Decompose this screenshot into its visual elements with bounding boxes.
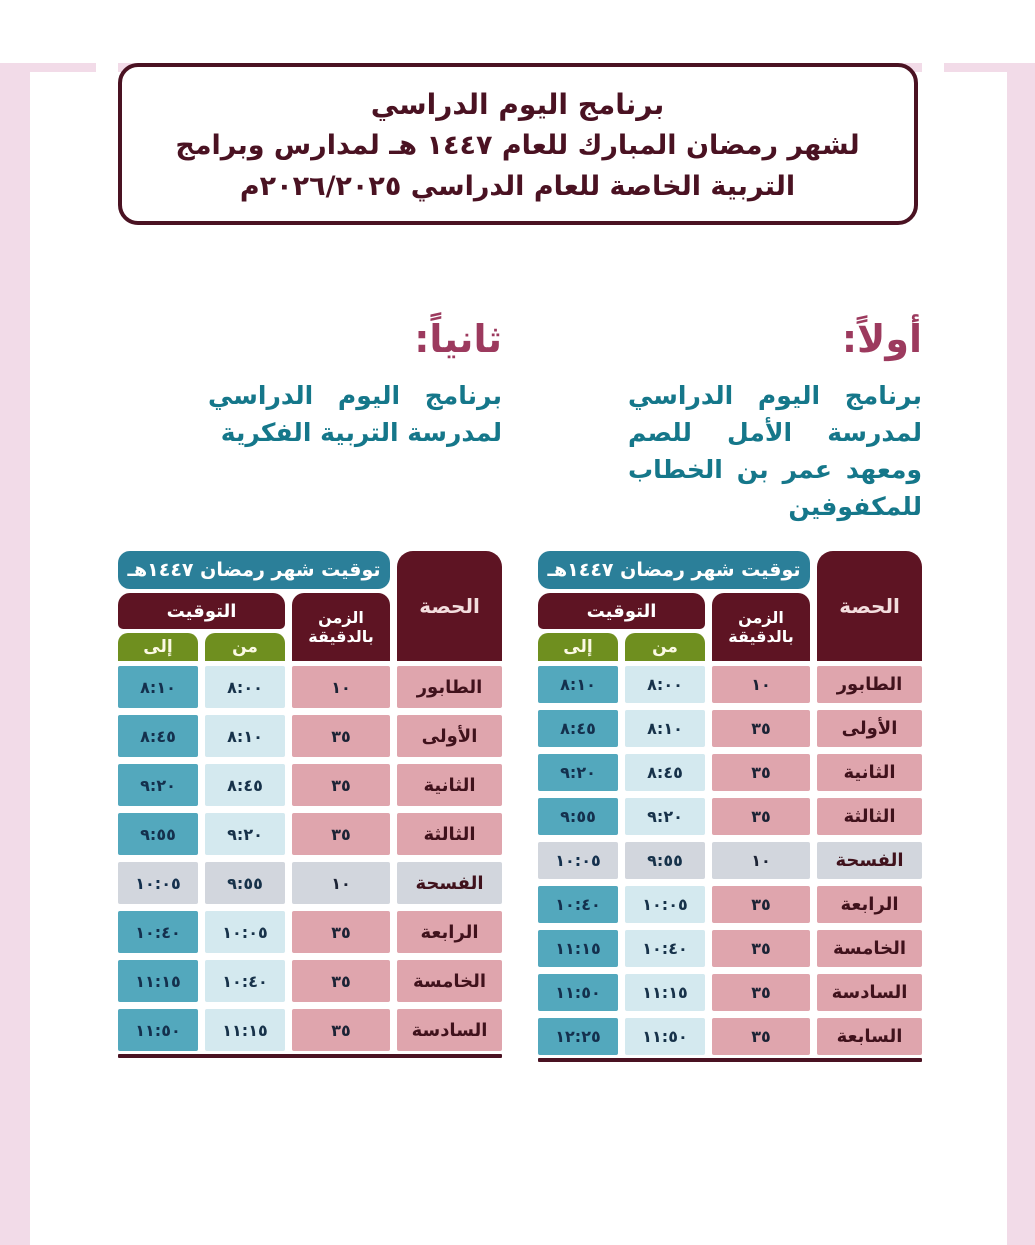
table-header bbox=[538, 551, 922, 661]
duration-line-1: الزمن bbox=[318, 608, 364, 627]
timing-header-cell: التوقيت bbox=[538, 593, 705, 629]
from-cell: ١١:٥٠ bbox=[625, 1018, 705, 1055]
table-body bbox=[118, 666, 502, 1051]
to-cell: ١٠:٠٥ bbox=[538, 842, 618, 879]
to-cell: ١٠:٤٠ bbox=[538, 886, 618, 923]
from-cell: ٩:٥٥ bbox=[205, 862, 285, 904]
period-cell: الطابور bbox=[817, 666, 922, 703]
period-header-cell: الحصة bbox=[817, 551, 922, 661]
table-bottom-line bbox=[538, 1058, 922, 1062]
table-row bbox=[538, 754, 922, 791]
from-cell: ٨:٤٥ bbox=[205, 764, 285, 806]
period-cell: الثالثة bbox=[817, 798, 922, 835]
to-cell: ٩:٢٠ bbox=[538, 754, 618, 791]
table-row bbox=[538, 710, 922, 747]
timing-header-cell: التوقيت bbox=[118, 593, 285, 629]
table-row bbox=[118, 1009, 502, 1051]
from-cell: ١٠:٠٥ bbox=[625, 886, 705, 923]
table-row bbox=[118, 813, 502, 855]
period-cell: الرابعة bbox=[817, 886, 922, 923]
period-cell: السابعة bbox=[817, 1018, 922, 1055]
period-cell: الرابعة bbox=[397, 911, 502, 953]
minutes-cell: ١٠ bbox=[292, 862, 390, 904]
page-root bbox=[0, 63, 1035, 1245]
to-header-cell: إلى bbox=[538, 633, 618, 661]
table-row bbox=[118, 911, 502, 953]
to-cell: ١٢:٢٥ bbox=[538, 1018, 618, 1055]
minutes-cell: ٣٥ bbox=[712, 798, 810, 835]
to-cell: ٨:٤٥ bbox=[538, 710, 618, 747]
from-cell: ١١:١٥ bbox=[625, 974, 705, 1011]
section-second-label: ثانياً: bbox=[414, 317, 502, 361]
from-cell: ٨:٤٥ bbox=[625, 754, 705, 791]
to-cell: ٩:٥٥ bbox=[538, 798, 618, 835]
from-cell: ٨:٠٠ bbox=[625, 666, 705, 703]
period-cell: الفسحة bbox=[817, 842, 922, 879]
minutes-cell: ٣٥ bbox=[292, 1009, 390, 1051]
minutes-cell: ٣٥ bbox=[712, 754, 810, 791]
to-cell: ١١:١٥ bbox=[118, 960, 198, 1002]
table-row bbox=[118, 715, 502, 757]
to-cell: ٩:٥٥ bbox=[118, 813, 198, 855]
period-header-cell: الحصة bbox=[397, 551, 502, 661]
minutes-cell: ٣٥ bbox=[712, 710, 810, 747]
from-cell: ٩:٥٥ bbox=[625, 842, 705, 879]
from-cell: ٨:١٠ bbox=[625, 710, 705, 747]
table-row bbox=[538, 930, 922, 967]
title-box bbox=[118, 63, 918, 225]
section-first-label: أولاً: bbox=[841, 317, 922, 361]
sections-row bbox=[0, 313, 1035, 525]
duration-line-2: بالدقيقة bbox=[728, 627, 794, 646]
from-header-cell: من bbox=[625, 633, 705, 661]
to-cell: ٨:١٠ bbox=[538, 666, 618, 703]
period-cell: السادسة bbox=[397, 1009, 502, 1051]
section-second-description: برنامج اليوم الدراسي لمدرسة التربية الفكرية bbox=[208, 381, 502, 447]
to-cell: ١٠:٤٠ bbox=[118, 911, 198, 953]
table-row bbox=[538, 974, 922, 1011]
schedule-table-first bbox=[538, 551, 922, 1062]
period-cell: الثالثة bbox=[397, 813, 502, 855]
period-cell: الثانية bbox=[397, 764, 502, 806]
minutes-cell: ٣٥ bbox=[712, 1018, 810, 1055]
table-row bbox=[538, 842, 922, 879]
section-first-description: برنامج اليوم الدراسي لمدرسة الأمل للصم ومعهد عمر بن الخطاب للمكفوفين bbox=[628, 381, 922, 521]
from-cell: ١٠:٠٥ bbox=[205, 911, 285, 953]
period-cell: الطابور bbox=[397, 666, 502, 708]
period-cell: السادسة bbox=[817, 974, 922, 1011]
minutes-cell: ٣٥ bbox=[292, 764, 390, 806]
minutes-cell: ٣٥ bbox=[292, 911, 390, 953]
from-cell: ٨:٠٠ bbox=[205, 666, 285, 708]
duration-line-1: الزمن bbox=[738, 608, 784, 627]
period-cell: الخامسة bbox=[397, 960, 502, 1002]
title-line-1: برنامج اليوم الدراسي bbox=[370, 88, 665, 121]
minutes-cell: ١٠ bbox=[292, 666, 390, 708]
title-line-2: لشهر رمضان المبارك للعام ١٤٤٧ هـ لمدارس وبرامج bbox=[175, 130, 860, 161]
to-cell: ١٠:٠٥ bbox=[118, 862, 198, 904]
timing-title-cell: توقيت شهر رمضان ١٤٤٧هـ bbox=[538, 551, 810, 589]
timing-title-cell: توقيت شهر رمضان ١٤٤٧هـ bbox=[118, 551, 390, 589]
to-cell: ٩:٢٠ bbox=[118, 764, 198, 806]
section-second bbox=[118, 313, 502, 525]
period-cell: الأولى bbox=[817, 710, 922, 747]
period-cell: الخامسة bbox=[817, 930, 922, 967]
from-header-cell: من bbox=[205, 633, 285, 661]
table-row bbox=[538, 1018, 922, 1055]
table-bottom-line bbox=[118, 1054, 502, 1058]
duration-line-2: بالدقيقة bbox=[308, 627, 374, 646]
to-cell: ٨:٤٥ bbox=[118, 715, 198, 757]
title-line-3: التربية الخاصة للعام الدراسي ٢٠٢٦/٢٠٢٥م bbox=[239, 171, 796, 202]
tables-row bbox=[0, 551, 1035, 1062]
table-row bbox=[118, 764, 502, 806]
from-cell: ١٠:٤٠ bbox=[205, 960, 285, 1002]
to-cell: ١١:١٥ bbox=[538, 930, 618, 967]
table-row bbox=[538, 666, 922, 703]
schedule-table-second bbox=[118, 551, 502, 1058]
minutes-cell: ٣٥ bbox=[292, 960, 390, 1002]
table-row bbox=[118, 862, 502, 904]
duration-header-cell bbox=[292, 593, 390, 661]
from-cell: ٨:١٠ bbox=[205, 715, 285, 757]
table-body bbox=[538, 666, 922, 1055]
table-row bbox=[118, 960, 502, 1002]
minutes-cell: ٣٥ bbox=[712, 930, 810, 967]
from-cell: ١٠:٤٠ bbox=[625, 930, 705, 967]
from-cell: ٩:٢٠ bbox=[625, 798, 705, 835]
from-cell: ٩:٢٠ bbox=[205, 813, 285, 855]
period-cell: الفسحة bbox=[397, 862, 502, 904]
to-cell: ١١:٥٠ bbox=[118, 1009, 198, 1051]
table-row bbox=[538, 886, 922, 923]
table-row bbox=[118, 666, 502, 708]
period-cell: الأولى bbox=[397, 715, 502, 757]
to-header-cell: إلى bbox=[118, 633, 198, 661]
minutes-cell: ١٠ bbox=[712, 666, 810, 703]
table-header bbox=[118, 551, 502, 661]
from-cell: ١١:١٥ bbox=[205, 1009, 285, 1051]
minutes-cell: ٣٥ bbox=[712, 886, 810, 923]
table-row bbox=[538, 798, 922, 835]
minutes-cell: ٣٥ bbox=[292, 715, 390, 757]
minutes-cell: ٣٥ bbox=[712, 974, 810, 1011]
minutes-cell: ١٠ bbox=[712, 842, 810, 879]
duration-header-cell bbox=[712, 593, 810, 661]
period-cell: الثانية bbox=[817, 754, 922, 791]
section-first bbox=[538, 313, 922, 525]
to-cell: ٨:١٠ bbox=[118, 666, 198, 708]
to-cell: ١١:٥٠ bbox=[538, 974, 618, 1011]
minutes-cell: ٣٥ bbox=[292, 813, 390, 855]
